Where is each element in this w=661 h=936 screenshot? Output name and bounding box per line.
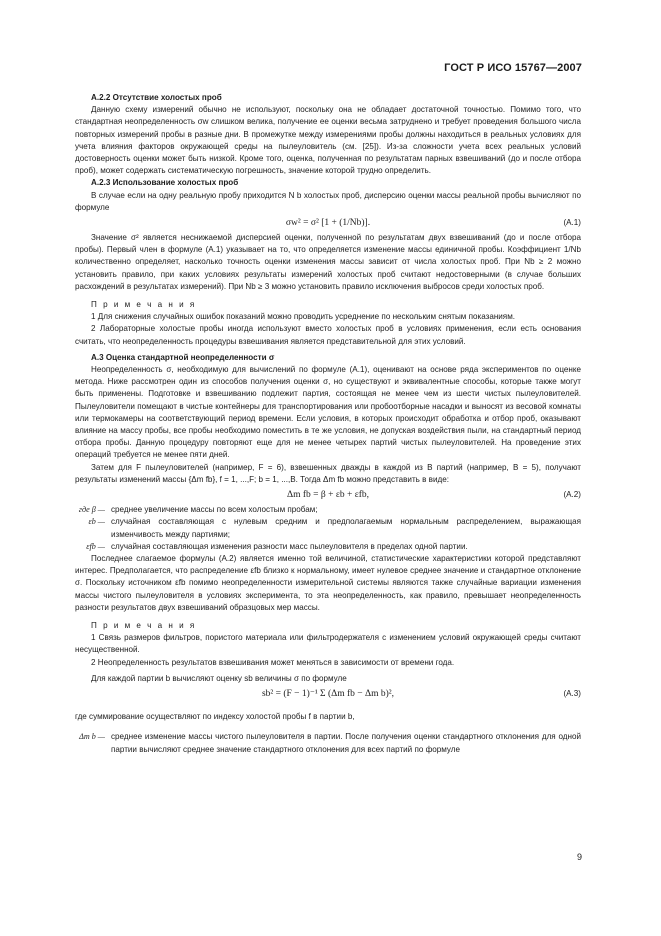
- definition-text: случайная составляющая изменения разности масс пылеуловителя в пределах одной партии.: [111, 541, 468, 551]
- note-item: 2 Лабораторные холостые пробы иногда используют вместо холостых проб в условиях применения, если есть основания считать, что неопределенность процедуры взвешивания является представительной для этих условий.: [75, 324, 581, 346]
- section-title: Использование холостых проб: [112, 178, 239, 188]
- note-item: 1 Связь размеров фильтров, пористого материала или фильтродержателя с изменением условий окружающей среды считают несущественной.: [75, 633, 581, 655]
- section-heading-a3: [75, 352, 581, 364]
- paragraph: Данную схему измерений обычно не используют, поскольку она не обладает достаточной точностью. Помимо того, что стандартная неопределенность σw слишком велика, получение ее оценки весьма затруднено и требует проведения большого числа повторных измерений пробы в разные дни. В промежутке между измерениями пробы должны находиться в реальных условиях для учета влияния факторов окружающей среды на пылеуловитель (см. [25]). Из-за сложности учета всех реальных условий достоверность оценки может быть низкой. Кроме того, оценка, полученная по результатам парных взвешиваний (до и после отбора проб), может содержать систематическую погрешность, значение которой трудно определить.: [75, 105, 581, 176]
- section-title: Отсутствие холостых проб: [112, 93, 222, 102]
- formula-number: (A.2): [563, 490, 581, 500]
- definition-item: [75, 516, 581, 540]
- notes-title: П р и м е ч а н и я: [91, 620, 197, 630]
- formula-number: (A.1): [563, 218, 581, 228]
- definition-text: среднее изменение массы чистого пылеуловителя в партии. После получения оценки стандартного отклонения для одной партии вычисляют среднее значение стандартного отклонения для всех партий по формуле: [111, 732, 581, 754]
- section-title: Оценка стандартной неопределенности σ: [105, 352, 275, 362]
- definition-symbol: Δm b —: [79, 732, 105, 742]
- paragraph: Для каждой партии b вычисляют оценку sb величины σ по формуле: [91, 673, 347, 683]
- paragraph: Последнее слагаемое формулы (А.2) является именно той величиной, статистические характеристики которой представляют интерес. Предполагается, что распределение εfb близко к нормальному, имеет нулевое среднее значение и стандартное отклонение σ. Поскольку источником εfb помимо неопределенности измерительной системы являются также случайные вариации изменения массы чистого пылеуловителя в условиях эксперимента, то эта неопределенность, как правило, превышает неопределенность разности результатов двух взвешиваний образцовых мер массы.: [75, 553, 581, 612]
- definition-item: [75, 541, 581, 553]
- note-item: 1 Для снижения случайных ошибок показаний можно проводить усреднение по нескольким снятым показаниям.: [91, 312, 516, 322]
- section-number: A.2.3: [91, 178, 111, 188]
- paragraph: где суммирование осуществляют по индексу холостой пробы f в партии b,: [75, 712, 355, 722]
- definition-text: случайная составляющая с нулевым средним и предполагаемым нормальным распределением, выражающая изменчивость между партиями;: [111, 517, 581, 539]
- definition-symbol: где β —: [78, 505, 105, 515]
- definition-symbol: εb —: [88, 517, 105, 527]
- definition-symbol: εfb —: [86, 541, 105, 551]
- section-heading-a23: [75, 177, 581, 189]
- section-heading-a22: [75, 92, 581, 104]
- formula-a1: [75, 214, 581, 232]
- standard-header: ГОСТ Р ИСО 15767—2007: [444, 62, 582, 74]
- definition-text: среднее увеличение массы по всем холостым пробам;: [111, 505, 318, 515]
- formula-number: (A.3): [563, 688, 581, 698]
- formula-expression: Δm fb = β + εb + εfb,: [287, 490, 369, 501]
- formula-expression: σw² = σ² [1 + (1/Nb)].: [285, 218, 371, 229]
- definition-item: [75, 731, 581, 755]
- notes-title: П р и м е ч а н и я: [91, 300, 197, 310]
- formula-a2: [75, 486, 581, 504]
- paragraph: Неопределенность σ, необходимую для вычислений по формуле (А.1), оценивают на основе ряда экспериментов по оценке метода. Ниже рассмотрен один из способов получения оценки σ, но существуют и эквивалентные способы, которые также могут быть применены. Подготовке и взвешиванию подлежит партия, состоящая не менее чем из шести чистых пылеуловителей. Пылеуловители помещают в чистые контейнеры для транспортирования или пробоотборные насадки и выносят из весовой комнаты или термокамеры на соответствующий период времени. Если условия, в которых происходит обработка и отбор проб, оказывают влияние на массу пробы, все пробы необходимо поместить в те же условия, не допуская воздействия пыли, на стандартный период отбора пробы. Данную процедуру повторяют еще для не менее четырех партий чистых пылеуловителей. На проведение этих операций требуется не менее пяти дней.: [75, 365, 581, 460]
- paragraph: Значение σ² является неснижаемой дисперсией оценки, полученной по результатам двух взвешиваний (до и после отбора пробы). Первый член в формуле (А.1) указывает на то, что определяется изменение массы единичной пробы. Коэффициент 1/Nb количественно определяет, насколько точность оценки изменения массы зависит от числа холостых проб. При Nb ≥ 2 можно установить правило, при каких условиях результаты измерений холостых проб считают недостоверными (в случае больших расхождений в результатах измерений). При Nb ≥ 3 можно установить правило исключения выбросов среди холостых проб.: [75, 233, 581, 291]
- page-content: [75, 92, 581, 756]
- paragraph: Затем для F пылеуловителей (например, F = 6), взвешенных дважды в каждой из B партий (например, B = 5), получают результаты изменений массы {Δm fb}, f = 1, ...,F; b = 1, ...,B. Тогда Δm fb можно представить в виде:: [75, 462, 581, 484]
- section-number: A.3: [91, 352, 104, 362]
- note-item: 2 Неопределенность результатов взвешивания может меняться в зависимости от времени года.: [91, 657, 455, 667]
- formula-a3: [75, 685, 581, 703]
- paragraph: В случае если на одну реальную пробу приходится N b холостых проб, дисперсию оценки массы реальной пробы вычисляют по формуле: [75, 190, 581, 212]
- section-number: A.2.2: [91, 93, 111, 102]
- formula-expression: sb² = (F − 1)⁻¹ Σ (Δm fb − Δm b)²,: [261, 688, 395, 699]
- definition-item: [75, 504, 581, 516]
- page-number: 9: [576, 852, 582, 862]
